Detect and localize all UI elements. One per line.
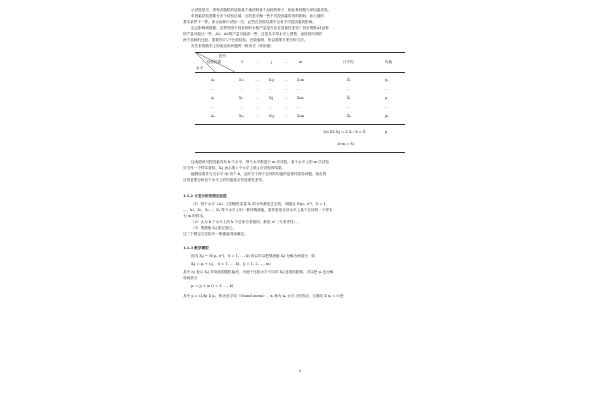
- paragraph-line: 能假设看作当当水平 (i) 有个 k，这时当于两个总体的均值的显著性检验问题，现在的: [191, 172, 327, 176]
- row-mean: μᵢ: [385, 96, 388, 100]
- paragraph-line: 可当作一个样本看待，Xᵢj 表示第 i 个水平上第 j 次试验的结果。: [183, 166, 286, 170]
- row-mean: …: [385, 105, 389, 109]
- diag-label-mid: 检验结果: [207, 60, 221, 64]
- row-level: Aᵢ: [211, 96, 215, 100]
- paragraph-line: （2）认为 k 个水平上的 k 个总体方差相同，都是 σ²（方差齐性）。: [191, 220, 301, 224]
- column-header: …: [285, 60, 289, 64]
- table-cell: X₁m: [297, 78, 305, 82]
- table-cell: Xᵢm: [297, 96, 304, 100]
- table-cell: …: [297, 87, 301, 91]
- row-level: A₁: [211, 78, 215, 82]
- paragraph-line: 其中 μ = (1/k) Σ μᵢ，称为总平均（Grand mean）；αᵢ 称为 Aᵢ 水平上的效应，它满足 Σ αᵢ = 0 把: [183, 294, 344, 298]
- page-number: 2: [298, 368, 302, 373]
- row-level: Aₖ: [211, 114, 215, 118]
- paragraph-line: 基本条件不一样。如水品种只试验一次，必然在试验结果中含有不可控因素的影响。: [183, 20, 316, 24]
- section-heading: 1.1.2 方差分析的假定前提: [183, 194, 227, 198]
- paragraph-line: 为 m 的样本。: [183, 214, 207, 218]
- paragraph-line: 两个品种的比较，需要作C²ₙ个比较检验，比较麻烦，所以需要方差分析方法。: [183, 38, 308, 42]
- table-cell: Xₖm: [297, 114, 305, 118]
- table-cell: …: [255, 105, 259, 109]
- paragraph-line: 这表明该可控因素具有 k 个水平，每个水平都进行 m 次试验，某个水平上的 m 次试验: [191, 160, 330, 164]
- diag-label-top: 批号: [219, 54, 226, 58]
- paragraph-line: 因为 Xᵢj ~ N(μᵢ, σ²)，(i = 1, …, k) 所以可以把观测值 Xᵢj 分解为两部分，即: [191, 254, 315, 258]
- row-average: X̄ᵢ: [347, 96, 351, 100]
- paragraph-line: 目的是要分析各个水平上的均值是否有显著性差异。: [183, 178, 266, 182]
- table-cell: …: [255, 87, 259, 91]
- paragraph-line: 示试验批号，即每次随机的选取某个地块种某个品种的种子，称此种问题为单因素试验。: [191, 8, 332, 12]
- column-header: 1: [241, 60, 244, 64]
- paragraph-line: （3）观测值 Xᵢj 相互独立。: [191, 226, 236, 230]
- table-cell: …: [285, 105, 289, 109]
- section-heading: 1.1.3 数学模型: [183, 246, 209, 250]
- paragraph-line: 单因素试验需要分多个试验区域，目的是平衡一些不可控因素带来的影响，如土地的: [191, 14, 324, 18]
- table-cell: …: [255, 114, 259, 118]
- row-average: …: [347, 105, 351, 109]
- column-header: …: [255, 60, 259, 64]
- table-cell: Xₖ₁: [239, 114, 245, 118]
- paragraph-line: 成两部分: [183, 276, 198, 280]
- column-header: m: [299, 60, 303, 64]
- table-cell: …: [239, 87, 243, 91]
- paragraph-line: …，k)，X₁，X₂…，Xₖ 每个水平上的一系列观测值，看作是取自该水平上某个总体的一个样本: [183, 208, 333, 212]
- grand-total-formula: 1/n ΣΣ Xᵢj = Σ Xᵢ / k = X̄: [323, 130, 366, 134]
- equation-line: μᵢ = μ + αᵢ (i = 1, …, k): [191, 284, 234, 288]
- table-bottom-rule: [195, 152, 405, 153]
- row-mean: μ₁: [385, 78, 389, 82]
- table-cell: X₁₁: [239, 78, 245, 82]
- anova-data-table: [195, 52, 405, 148]
- grand-total-note: （k·m = N）: [335, 142, 357, 146]
- table-cell: …: [255, 78, 259, 82]
- row-level: …: [211, 105, 215, 109]
- paragraph-line: （1）每个水平（Aᵢ）上的随机变量 Xᵢ 的分布都是正态的，即服从 N(μᵢ, σ²)，(i = 1,: [191, 202, 327, 206]
- row-mean: μₖ: [385, 114, 389, 118]
- table-cell: …: [285, 96, 289, 100]
- row-average: X̄₁: [347, 78, 351, 82]
- column-header: 均值: [385, 60, 392, 64]
- equation-line: Xᵢj = μᵢ + εᵢj， (i = 1, …, k)，(j = 1, 2, …, m): [191, 262, 271, 266]
- paragraph-line: 的产量可能比一些，A2，A3的产量可能高一些，这是从平均水平上观察，而检验所得的: [183, 32, 323, 36]
- document-page: [183, 0, 417, 400]
- table-cell: …: [269, 87, 273, 91]
- table-header-rule: [195, 72, 405, 73]
- table-cell: …: [239, 105, 243, 109]
- column-header: j: [271, 60, 273, 64]
- table-cell: …: [269, 105, 273, 109]
- paragraph-line: 其中 εᵢj 表示 Xᵢj 对均值的随机偏差，为便于比较水平不同对 Xᵢj 造成的影响，可以把 μᵢ 也分解: [183, 270, 334, 274]
- diagonal-header-cell: [195, 52, 235, 70]
- column-header: 行平均: [343, 60, 354, 64]
- row-level: …: [211, 87, 215, 91]
- row-average: X̄ₖ: [347, 114, 351, 118]
- paragraph-line: 首先来看数学上的表达所问题的一般形式（单因素）: [191, 44, 274, 48]
- table-cell: Xₖj: [269, 114, 274, 118]
- paragraph-line: 这三个假定在实际中一般都能得到满足。: [183, 232, 248, 236]
- table-cell: …: [285, 78, 289, 82]
- table-body-rule: [195, 124, 405, 125]
- diag-label-bottom: 水平: [196, 66, 203, 70]
- paragraph-line: 也会影响到数据，怎样判别不同品种的水稻产量是否存在显著性差异？初步观察A1品种: [191, 26, 329, 30]
- table-cell: Xᵢ₁: [239, 96, 244, 100]
- table-cell: X₁j: [269, 78, 274, 82]
- table-cell: …: [285, 114, 289, 118]
- table-cell: …: [297, 105, 301, 109]
- row-mean: …: [385, 87, 389, 91]
- table-cell: …: [285, 87, 289, 91]
- table-cell: Xᵢj: [269, 96, 274, 100]
- grand-mean: μ: [385, 130, 388, 134]
- row-average: …: [347, 87, 351, 91]
- table-cell: …: [255, 96, 259, 100]
